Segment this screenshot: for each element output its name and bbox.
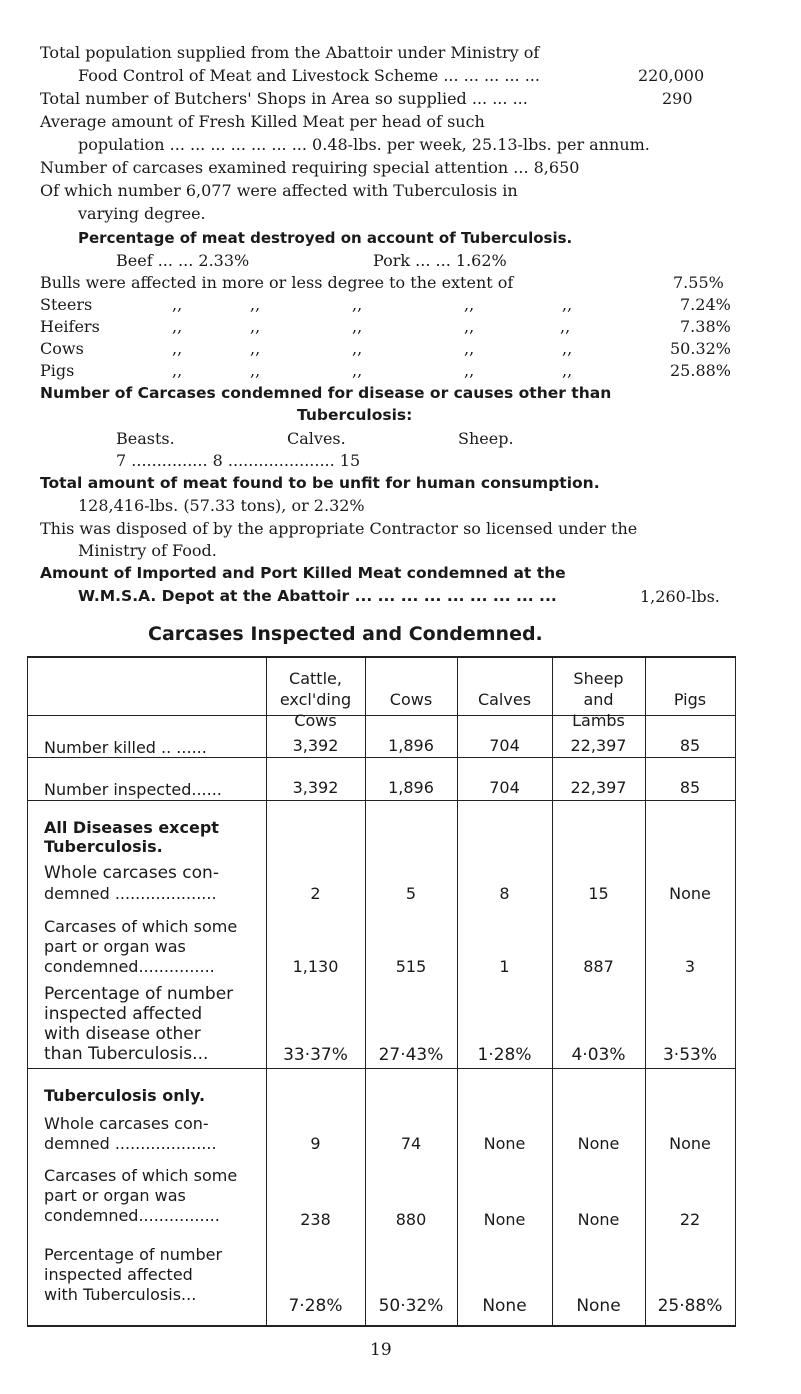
imported-line1: Amount of Imported and Port Killed Meat condemned at the [40, 564, 566, 582]
unfit-disposal2: Ministry of Food. [78, 541, 217, 560]
s2-part-label3: condemned................ [44, 1206, 220, 1225]
ditto-mark: ,, [172, 295, 183, 314]
ditto-mark: ,, [172, 339, 183, 358]
ditto-mark: ,, [464, 317, 475, 336]
ditto-mark: ,, [352, 317, 363, 336]
tb-row-steers-animal: Steers [40, 295, 93, 314]
s1-part-label2: part or organ was [44, 937, 186, 956]
table-title: Carcases Inspected and Condemned. [148, 623, 543, 645]
s2-pct-label3: with Tuberculosis... [44, 1285, 197, 1304]
condemned-other-heading2: Tuberculosis: [297, 406, 413, 424]
header-sheep-line2: and [583, 690, 614, 709]
inspected-sheep: 22,397 [570, 778, 627, 797]
imported-line2: W.M.S.A. Depot at the Abattoir ... ... ... ... ... ... ... ... ... [78, 587, 557, 605]
ditto-mark: ,, [250, 339, 261, 358]
inspected-label: Number inspected...... [44, 780, 222, 799]
s2-whole-cows: 74 [400, 1134, 422, 1153]
intro-line5b: varying degree. [78, 204, 206, 223]
killed-cows: 1,896 [388, 736, 434, 755]
ditto-mark: ,, [562, 361, 573, 380]
ditto-mark: ,, [562, 295, 573, 314]
table-rule-section1 [27, 1068, 736, 1069]
table-top-border [27, 656, 736, 658]
s2-whole-calves: None [483, 1134, 526, 1153]
ditto-mark: ,, [562, 339, 573, 358]
condemned-calves-label: Calves. [287, 429, 346, 448]
s2-pct-sheep: None [576, 1296, 621, 1316]
tb-row-steers-value: 7.24% [680, 295, 731, 314]
page-number: 19 [370, 1340, 392, 1360]
unfit-amount: 128,416-lbs. (57.33 tons), or 2.32% [78, 496, 365, 515]
intro-line1a: Total population supplied from the Abattoir under Ministry of [40, 43, 540, 62]
intro-line2-value: 290 [662, 89, 693, 108]
killed-sheep: 22,397 [570, 736, 627, 755]
s2-pct-label2: inspected affected [44, 1265, 193, 1284]
section1-heading2: Tuberculosis. [44, 837, 163, 856]
s2-part-cows: 880 [395, 1210, 427, 1229]
s2-part-pigs: 22 [679, 1210, 701, 1229]
table-left-border [27, 656, 28, 1327]
section2-heading: Tuberculosis only. [44, 1086, 206, 1105]
s2-pct-calves: None [482, 1296, 527, 1316]
s2-pct-cattle: 7·28% [288, 1296, 343, 1316]
s1-whole-label1: Whole carcases con- [44, 863, 219, 883]
tb-bulls-value: 7.55% [673, 273, 724, 292]
ditto-mark: ,, [250, 295, 261, 314]
condemned-values-line: 7 ............... 8 ..................... 15 [116, 451, 361, 470]
s1-pct-label3: with disease other [44, 1024, 201, 1044]
s1-part-cows: 515 [395, 957, 427, 976]
killed-calves: 704 [489, 736, 520, 755]
s1-part-label3: condemned............... [44, 957, 215, 976]
s1-pct-sheep: 4·03% [571, 1045, 626, 1065]
header-cattle-line2: excl'ding [279, 690, 352, 709]
s2-pct-pigs: 25·88% [657, 1296, 723, 1316]
tb-beef: Beef ... ... 2.33% [116, 251, 250, 270]
table-rule-killed [27, 757, 736, 758]
ditto-mark: ,, [352, 295, 363, 314]
ditto-mark: ,, [560, 317, 571, 336]
ditto-mark: ,, [172, 361, 183, 380]
header-sheep-line1: Sheep [573, 669, 624, 688]
s1-whole-cows: 5 [405, 884, 417, 903]
s1-whole-calves: 8 [499, 884, 510, 903]
header-sheep-line3: Lambs [572, 711, 625, 730]
s2-part-calves: None [483, 1210, 526, 1229]
killed-cattle: 3,392 [292, 736, 339, 755]
intro-line1b: Food Control of Meat and Livestock Scheme ... ... ... ... ... [78, 66, 540, 85]
ditto-mark: ,, [464, 295, 475, 314]
ditto-mark: ,, [464, 361, 475, 380]
s1-pct-cattle: 33·37% [283, 1045, 348, 1065]
header-pigs: Pigs [673, 690, 707, 709]
table-bottom-border [27, 1325, 736, 1327]
s2-part-sheep: None [577, 1210, 620, 1229]
s2-part-label2: part or organ was [44, 1186, 186, 1205]
ditto-mark: ,, [172, 317, 183, 336]
s1-pct-label1: Percentage of number [44, 984, 234, 1004]
ditto-mark: ,, [250, 317, 261, 336]
header-cows: Cows [389, 690, 433, 709]
s1-whole-label2: demned .................... [44, 884, 217, 903]
s2-part-label1: Carcases of which some [44, 1166, 238, 1185]
intro-line4: Number of carcases examined requiring special attention ... 8,650 [40, 158, 580, 177]
s1-pct-label4: than Tuberculosis... [44, 1044, 209, 1064]
s2-part-cattle: 238 [300, 1210, 331, 1229]
header-cattle [266, 668, 365, 731]
unfit-disposal1: This was disposed of by the appropriate Contractor so licensed under the [40, 519, 638, 538]
s1-whole-pigs: None [669, 884, 711, 903]
header-sheep [552, 668, 645, 731]
s2-whole-label1: Whole carcases con- [44, 1114, 209, 1133]
tb-row-pigs-value: 25.88% [670, 361, 732, 380]
tb-percent-heading: Percentage of meat destroyed on account of Tuberculosis. [78, 229, 573, 247]
intro-line2: Total number of Butchers' Shops in Area so supplied ... ... ... [40, 89, 528, 108]
inspected-cows: 1,896 [388, 778, 434, 797]
s1-pct-label2: inspected affected [44, 1004, 203, 1024]
imported-value: 1,260-lbs. [640, 587, 720, 606]
intro-line5a: Of which number 6,077 were affected with Tuberculosis in [40, 181, 518, 200]
s1-pct-calves: 1·28% [477, 1045, 532, 1065]
inspected-pigs: 85 [679, 778, 701, 797]
s1-pct-cows: 27·43% [378, 1045, 444, 1065]
condemned-other-heading1: Number of Carcases condemned for disease or causes other than [40, 384, 612, 402]
s1-part-label1: Carcases of which some [44, 917, 238, 936]
ditto-mark: ,, [250, 361, 261, 380]
s1-part-calves: 1 [499, 957, 510, 976]
ditto-mark: ,, [352, 339, 363, 358]
table-rule-inspected [27, 800, 736, 801]
inspected-calves: 704 [489, 778, 520, 797]
intro-line1-value: 220,000 [638, 66, 705, 85]
s2-whole-cattle: 9 [310, 1134, 321, 1153]
s1-part-pigs: 3 [684, 957, 696, 976]
killed-label: Number killed .. ...... [44, 738, 207, 757]
s2-whole-pigs: None [669, 1134, 711, 1153]
ditto-mark: ,, [464, 339, 475, 358]
tb-pork: Pork ... ... 1.62% [373, 251, 507, 270]
s1-part-sheep: 887 [583, 957, 614, 976]
tb-bulls-line: Bulls were affected in more or less degree to the extent of [40, 273, 514, 292]
s1-whole-sheep: 15 [588, 884, 609, 903]
s2-whole-label2: demned .................... [44, 1134, 217, 1153]
tb-row-cows-animal: Cows [40, 339, 84, 358]
s1-whole-cattle: 2 [310, 884, 321, 903]
section1-heading1: All Diseases except [44, 818, 219, 837]
header-cattle-line3: Cows [294, 711, 337, 730]
header-cattle-line1: Cattle, [289, 669, 342, 688]
tb-row-heifers-animal: Heifers [40, 317, 100, 336]
unfit-heading: Total amount of meat found to be unfit for human consumption. [40, 474, 600, 492]
s2-whole-sheep: None [577, 1134, 620, 1153]
tb-row-heifers-value: 7.38% [680, 317, 731, 336]
header-calves: Calves [477, 690, 532, 709]
intro-line3a: Average amount of Fresh Killed Meat per head of such [40, 112, 485, 131]
s2-pct-label1: Percentage of number [44, 1245, 223, 1264]
inspected-cattle: 3,392 [292, 778, 339, 797]
tb-row-pigs-animal: Pigs [40, 361, 75, 380]
table-right-border [735, 656, 736, 1327]
s1-part-cattle: 1,130 [292, 957, 339, 976]
killed-pigs: 85 [679, 736, 701, 755]
s2-pct-cows: 50·32% [378, 1296, 444, 1316]
ditto-mark: ,, [352, 361, 363, 380]
condemned-beasts-label: Beasts. [116, 429, 175, 448]
condemned-sheep-label: Sheep. [458, 429, 514, 448]
s1-pct-pigs: 3·53% [662, 1045, 717, 1065]
intro-line3b: population ... ... ... ... ... ... ... 0.48-lbs. per week, 25.13-lbs. per annum. [78, 135, 650, 154]
tb-row-cows-value: 50.32% [670, 339, 732, 358]
